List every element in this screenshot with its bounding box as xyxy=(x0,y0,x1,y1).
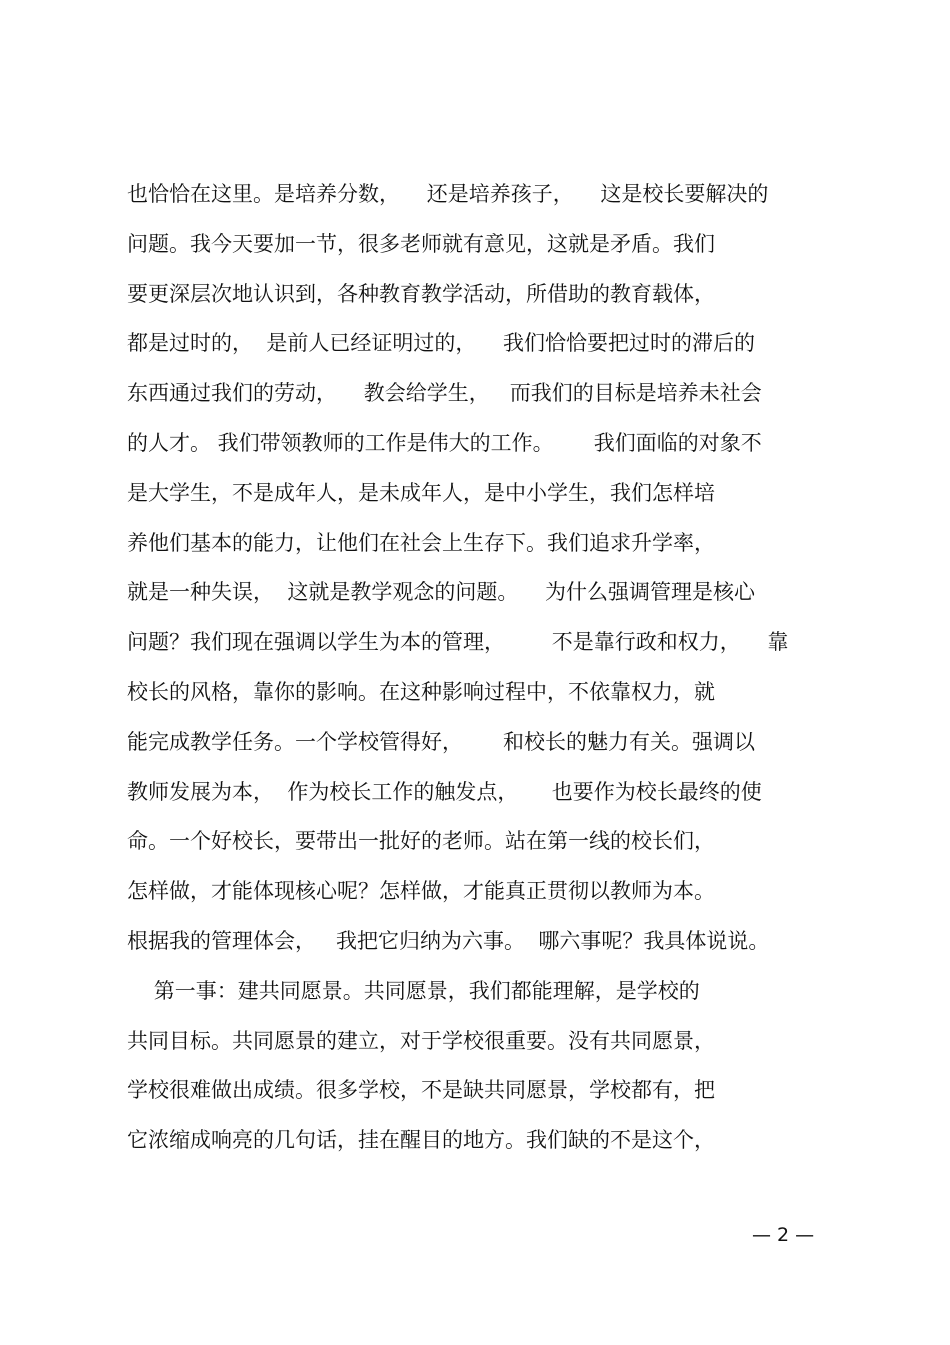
text-line: 就是一种失误， 这就是教学观念的问题。 为什么强调管理是核心 xyxy=(127,580,756,605)
text-line: 第一事：建共同愿景。共同愿景，我们都能理解，是学校的 xyxy=(127,978,700,1003)
text-line: 能完成教学任务。一个学校管得好， 和校长的魅力有关。强调以 xyxy=(127,729,756,754)
text-line: 是大学生，不是成年人，是未成年人，是中小学生，我们怎样培 xyxy=(127,480,715,505)
text-line: 问题。我今天要加一节，很多老师就有意见，这就是矛盾。我们 xyxy=(127,231,715,256)
text-line: 怎样做，才能体现核心呢？怎样做，才能真正贯彻以教师为本。 xyxy=(127,879,715,904)
text-line: 养他们基本的能力，让他们在社会上生存下。我们追求升学率， xyxy=(127,530,715,555)
text-line: 根据我的管理体会， 我把它归纳为六事。 哪六事呢？我具体说说。 xyxy=(127,928,770,953)
text-line: 也恰恰在这里。是培养分数， 还是培养孩子， 这是校长要解决的 xyxy=(127,182,769,206)
body-text xyxy=(127,176,847,1172)
text-line: 校长的风格，靠你的影响。在这种影响过程中，不依靠权力，就 xyxy=(127,679,715,704)
text-line: 它浓缩成响亮的几句话，挂在醒目的地方。我们缺的不是这个， xyxy=(127,1128,715,1153)
page-number: — 2 — xyxy=(752,1224,815,1246)
text-line: 问题？我们现在强调以学生为本的管理， 不是靠行政和权力， 靠 xyxy=(127,630,789,655)
text-line: 东西通过我们的劳动， 教会给学生， 而我们的目标是培养未社会 xyxy=(127,381,762,406)
text-line: 的人才。 我们带领教师的工作是伟大的工作。 我们面临的对象不 xyxy=(127,430,762,455)
text-line: 要更深层次地认识到，各种教育教学活动，所借助的教育载体， xyxy=(127,281,715,306)
text-line: 学校很难做出成绩。很多学校，不是缺共同愿景，学校都有，把 xyxy=(127,1078,715,1103)
text-line: 都是过时的， 是前人已经证明过的， 我们恰恰要把过时的滞后的 xyxy=(127,331,756,356)
text-line: 共同目标。共同愿景的建立，对于学校很重要。没有共同愿景， xyxy=(127,1028,715,1053)
text-line: 教师发展为本， 作为校长工作的触发点， 也要作为校长最终的使 xyxy=(127,779,762,804)
text-line: 命。一个好校长，要带出一批好的老师。站在第一线的校长们， xyxy=(127,829,715,854)
